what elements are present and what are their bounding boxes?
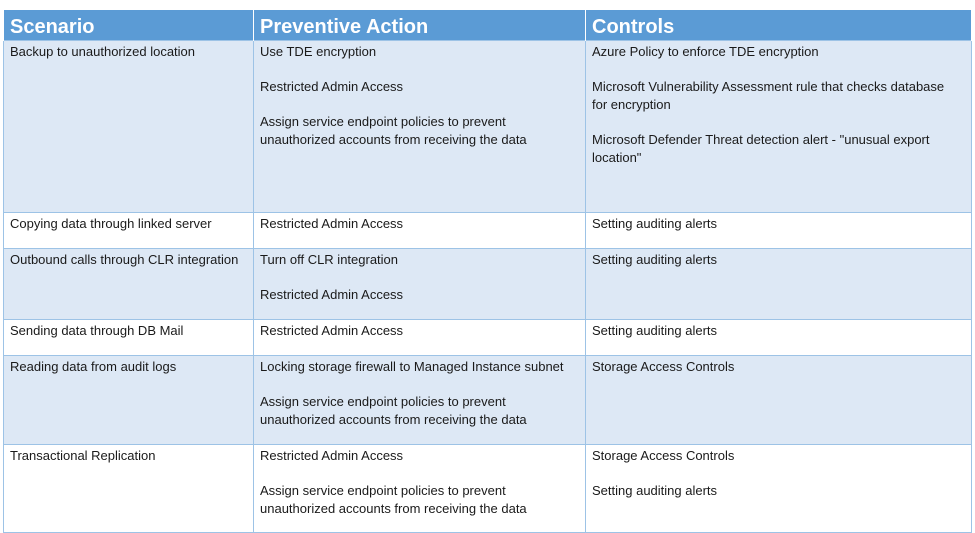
scenario-text: Reading data from audit logs	[10, 359, 177, 374]
scenario-cell	[4, 356, 254, 445]
preventive-cell	[254, 320, 586, 356]
scenario-text: Sending data through DB Mail	[10, 323, 184, 338]
header-controls: Controls	[586, 10, 972, 41]
preventive-text: Turn off CLR integration	[260, 252, 399, 267]
preventive-text: Restricted Admin Access	[260, 79, 404, 94]
preventive-text: unauthorized accounts from receiving the data	[260, 132, 527, 147]
controls-cell	[586, 320, 972, 356]
controls-text: Setting auditing alerts	[592, 323, 718, 338]
scenario-cell	[4, 320, 254, 356]
preventive-text: Restricted Admin Access	[260, 448, 404, 463]
preventive-text: Use TDE encryption	[260, 44, 377, 59]
scenario-cell	[4, 213, 254, 249]
controls-text: Microsoft Vulnerability Assessment rule that checks database	[592, 79, 945, 94]
scenario-cell	[4, 445, 254, 533]
preventive-text: Locking storage firewall to Managed Instance subnet	[260, 359, 564, 374]
scenario-cell	[4, 41, 254, 213]
header-row	[4, 10, 972, 41]
controls-cell	[586, 249, 972, 320]
controls-text: Azure Policy to enforce TDE encryption	[592, 44, 819, 59]
table-row	[4, 213, 972, 249]
preventive-text: Assign service endpoint policies to prevent	[260, 483, 506, 498]
table-row	[4, 320, 972, 356]
controls-cell	[586, 213, 972, 249]
scenario-text: Transactional Replication	[10, 448, 156, 463]
preventive-text: unauthorized accounts from receiving the data	[260, 501, 527, 516]
controls-text: Storage Access Controls	[592, 448, 735, 463]
preventive-text: Restricted Admin Access	[260, 323, 404, 338]
preventive-text: Restricted Admin Access	[260, 287, 404, 302]
table-row	[4, 445, 972, 533]
controls-text: for encryption	[592, 97, 671, 112]
header-scenario: Scenario	[4, 10, 254, 41]
table-row	[4, 356, 972, 445]
preventive-cell	[254, 249, 586, 320]
controls-text: Microsoft Defender Threat detection alert - "unusual export	[592, 132, 930, 147]
preventive-text: unauthorized accounts from receiving the data	[260, 412, 527, 427]
controls-cell	[586, 356, 972, 445]
controls-cell	[586, 41, 972, 213]
preventive-cell	[254, 41, 586, 213]
controls-text: Setting auditing alerts	[592, 252, 718, 267]
scenario-text: Backup to unauthorized location	[10, 44, 196, 59]
controls-cell	[586, 445, 972, 533]
preventive-text: Assign service endpoint policies to prevent	[260, 394, 506, 409]
preventive-cell	[254, 356, 586, 445]
scenario-text: Copying data through linked server	[10, 216, 212, 231]
table-row	[4, 41, 972, 213]
table-row	[4, 249, 972, 320]
scenario-text: Outbound calls through CLR integration	[10, 252, 239, 267]
scenario-cell	[4, 249, 254, 320]
preventive-cell	[254, 213, 586, 249]
header-preventive-action: Preventive Action	[254, 10, 586, 41]
preventive-cell	[254, 445, 586, 533]
controls-text: Setting auditing alerts	[592, 483, 718, 498]
controls-text: Setting auditing alerts	[592, 216, 718, 231]
preventive-text: Restricted Admin Access	[260, 216, 404, 231]
preventive-text: Assign service endpoint policies to prevent	[260, 114, 506, 129]
controls-text: location"	[592, 150, 642, 165]
controls-text: Storage Access Controls	[592, 359, 735, 374]
scenario-controls-table	[3, 10, 972, 533]
